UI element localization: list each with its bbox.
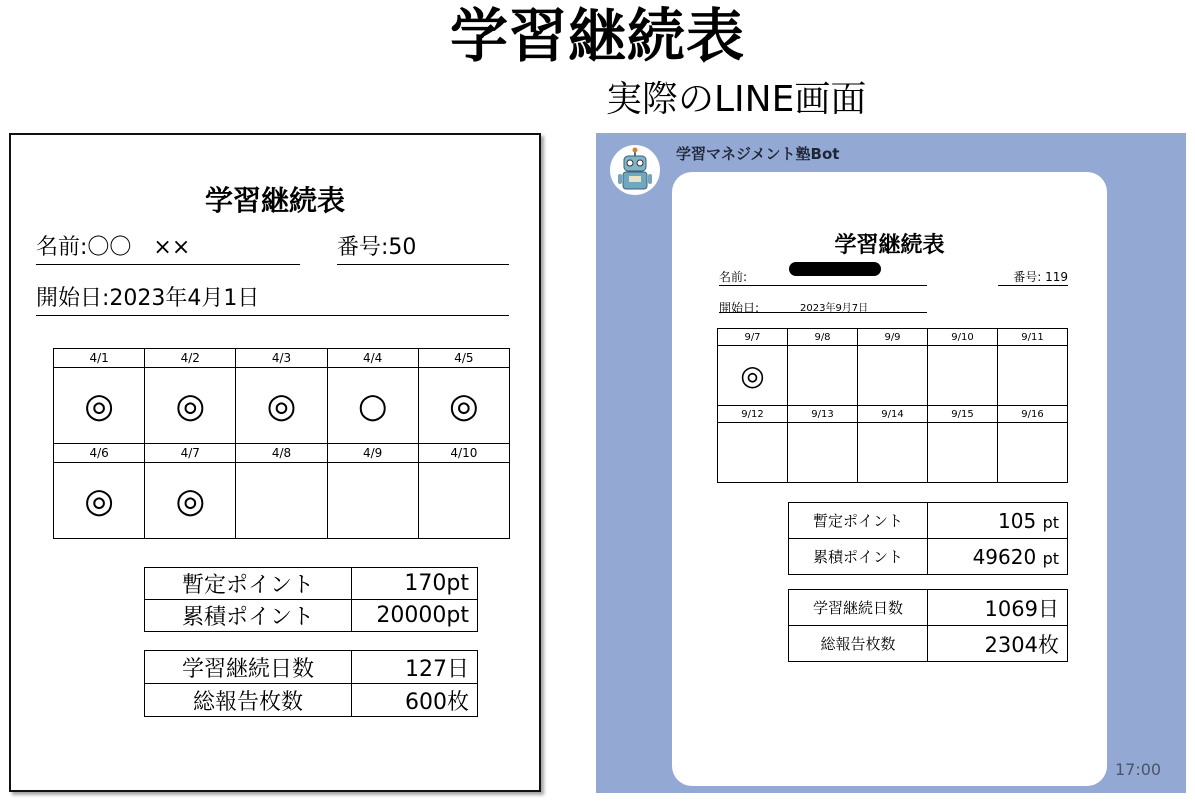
line-stats-table — [788, 589, 1068, 662]
stats-value: 2304枚 — [928, 626, 1068, 662]
points-unit: pt — [1042, 548, 1059, 568]
date-cell: 9/14 — [858, 406, 928, 423]
bot-avatar[interactable] — [610, 145, 660, 195]
date-cell: 9/11 — [998, 329, 1068, 346]
sample-sheet — [9, 133, 541, 792]
line-calendar-grid — [717, 328, 1068, 483]
bot-name: 学習マネジメント塾Bot — [676, 145, 840, 163]
stats-label: 学習継続日数 — [145, 651, 352, 684]
line-start-date: 2023年9月7日 — [800, 303, 869, 314]
date-cell: 9/8 — [788, 329, 858, 346]
attendance-mark: ◎ — [54, 368, 145, 444]
date-cell: 9/9 — [858, 329, 928, 346]
points-value-cell — [928, 503, 1068, 539]
attendance-mark — [858, 423, 928, 483]
date-cell: 4/4 — [327, 349, 418, 368]
line-start-label: 開始日: — [719, 301, 760, 315]
points-table — [144, 567, 478, 632]
points-unit: pt — [1042, 512, 1059, 532]
date-cell: 4/10 — [418, 444, 509, 463]
stats-table — [144, 650, 478, 717]
attendance-mark — [928, 346, 998, 406]
attendance-mark — [858, 346, 928, 406]
points-label: 暫定ポイント — [145, 568, 352, 600]
message-timestamp: 17:00 — [1115, 760, 1162, 779]
attendance-mark — [718, 423, 788, 483]
points-value: 105 — [998, 508, 1037, 533]
points-value-cell — [928, 539, 1068, 575]
attendance-mark: ◎ — [145, 463, 236, 539]
attendance-mark — [418, 463, 509, 539]
attendance-mark — [236, 463, 327, 539]
date-cell: 4/6 — [54, 444, 145, 463]
start-date-field: 開始日:2023年4月1日 — [36, 284, 509, 316]
line-name-field: 名前: — [719, 268, 927, 286]
points-label: 暫定ポイント — [789, 503, 928, 539]
screen-caption: 実際のLINE画面 — [606, 79, 867, 120]
number-field: 番号:50 — [337, 233, 509, 265]
stats-value: 1069日 — [928, 590, 1068, 626]
robot-icon — [610, 145, 660, 195]
attendance-mark: ◎ — [54, 463, 145, 539]
attendance-mark: ○ — [327, 368, 418, 444]
stats-label: 総報告枚数 — [789, 626, 928, 662]
date-cell: 4/1 — [54, 349, 145, 368]
date-cell: 9/16 — [998, 406, 1068, 423]
line-sheet-title: 学習継続表 — [834, 233, 945, 258]
stats-value: 127日 — [352, 651, 478, 684]
points-label: 累積ポイント — [145, 600, 352, 632]
line-points-table — [788, 502, 1068, 575]
date-cell: 9/10 — [928, 329, 998, 346]
attendance-mark: ◎ — [145, 368, 236, 444]
name-field: 名前:〇〇 ×× — [36, 233, 300, 265]
calendar-grid — [53, 348, 510, 539]
date-cell: 4/5 — [418, 349, 509, 368]
attendance-mark: ◎ — [236, 368, 327, 444]
stats-label: 学習継続日数 — [789, 590, 928, 626]
sheet-title: 学習継続表 — [204, 184, 345, 217]
date-cell: 4/3 — [236, 349, 327, 368]
redacted-name — [789, 262, 881, 276]
attendance-mark — [998, 346, 1068, 406]
attendance-mark — [327, 463, 418, 539]
attendance-mark — [928, 423, 998, 483]
stats-value: 600枚 — [352, 684, 478, 717]
date-cell: 9/15 — [928, 406, 998, 423]
date-cell: 4/2 — [145, 349, 236, 368]
attendance-mark: ◎ — [718, 346, 788, 406]
points-label: 累積ポイント — [789, 539, 928, 575]
points-value: 170pt — [352, 568, 478, 600]
attendance-mark: ◎ — [418, 368, 509, 444]
attendance-mark — [788, 423, 858, 483]
points-value: 49620 — [972, 544, 1037, 569]
date-cell: 9/13 — [788, 406, 858, 423]
attendance-mark — [788, 346, 858, 406]
attendance-mark — [998, 423, 1068, 483]
date-cell: 4/9 — [327, 444, 418, 463]
stats-label: 総報告枚数 — [145, 684, 352, 717]
line-start-field — [719, 297, 927, 313]
date-cell: 9/12 — [718, 406, 788, 423]
date-cell: 4/7 — [145, 444, 236, 463]
points-value: 20000pt — [352, 600, 478, 632]
date-cell: 9/7 — [718, 329, 788, 346]
line-number-field: 番号: 119 — [998, 268, 1068, 286]
main-title: 学習継続表 — [449, 2, 745, 70]
date-cell: 4/8 — [236, 444, 327, 463]
